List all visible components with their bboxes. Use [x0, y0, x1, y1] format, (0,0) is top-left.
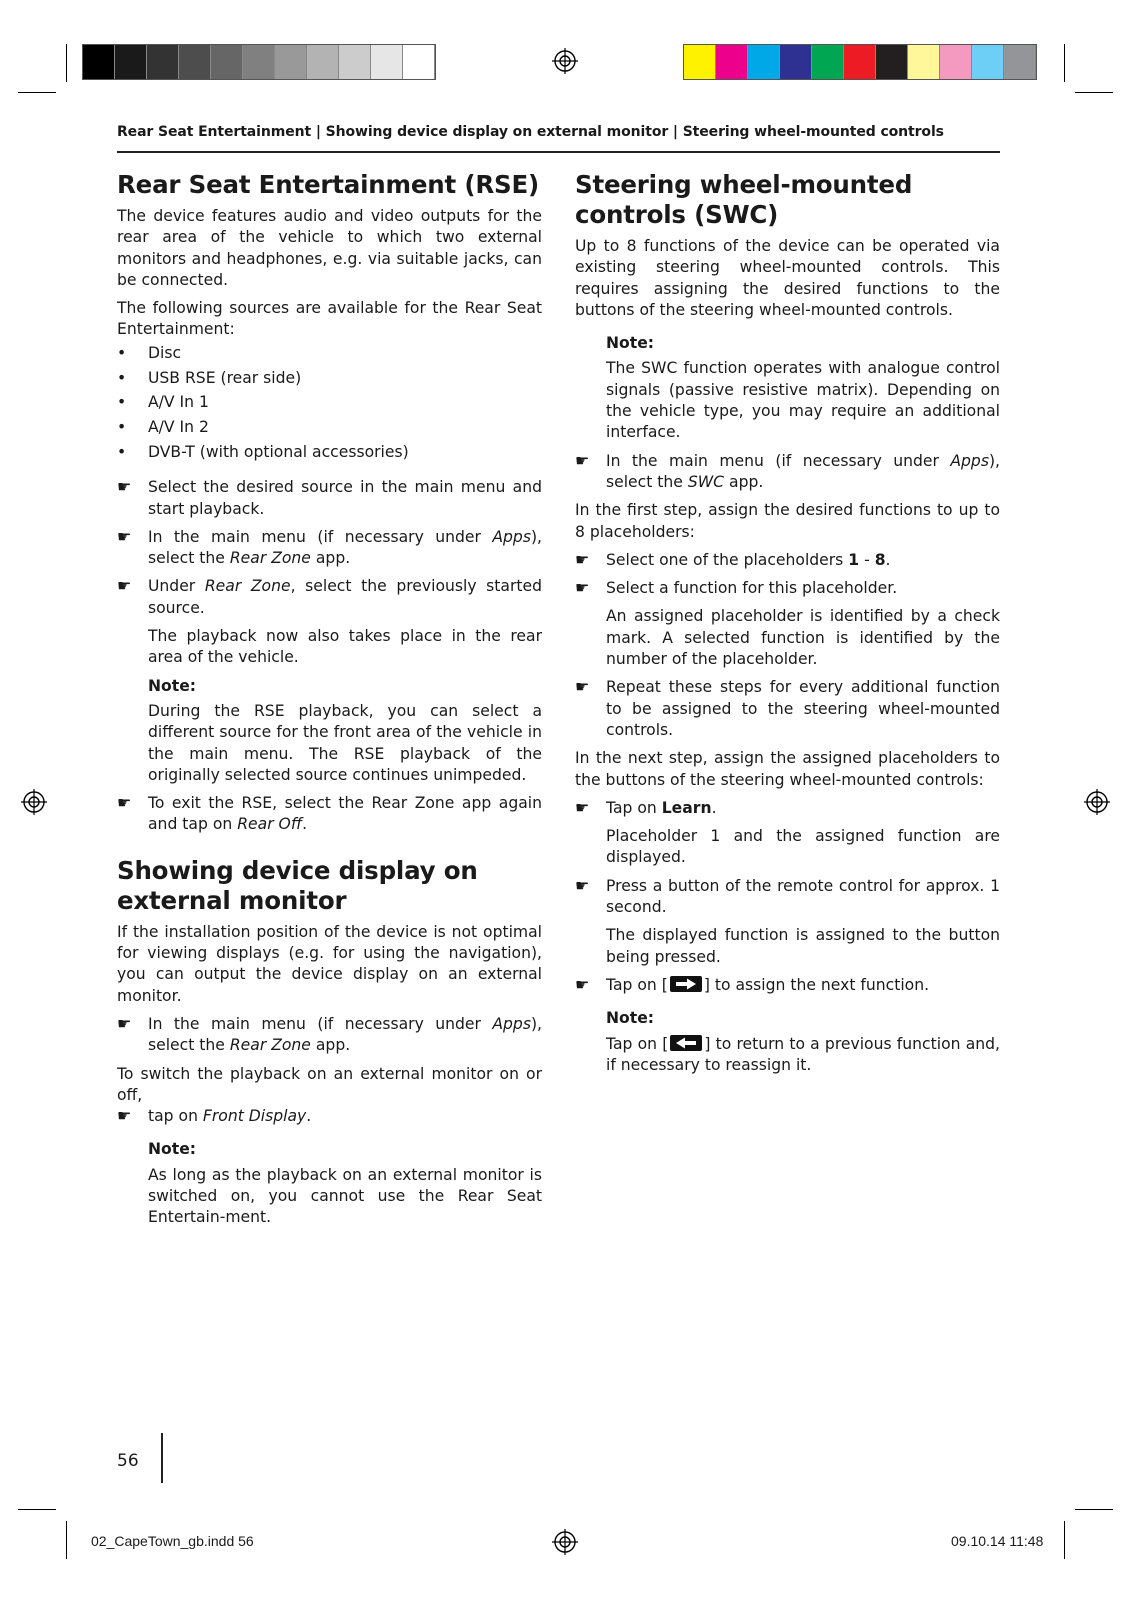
calibration-swatch — [716, 45, 748, 79]
calibration-swatch — [940, 45, 972, 79]
pointing-hand-icon: ☛ — [575, 797, 590, 817]
note-label: Note: — [606, 334, 655, 353]
instruction-step: ☛ tap on Front Display. — [117, 1106, 312, 1126]
section-heading-swc: Steering wheel-mounted controls (SWC) — [575, 170, 913, 229]
section-heading-rse: Rear Seat Entertainment (RSE) — [117, 170, 540, 199]
pointing-hand-icon: ☛ — [117, 526, 132, 546]
pointing-hand-icon: ☛ — [575, 450, 590, 470]
section-heading-display: Showing device display on external monitor — [117, 855, 478, 915]
pointing-hand-icon: ☛ — [117, 576, 132, 596]
pointing-hand-icon: ☛ — [117, 1106, 132, 1126]
calibration-swatch — [876, 45, 908, 79]
calibration-swatch — [147, 45, 179, 79]
calibration-swatch — [972, 45, 1004, 79]
file-name: 02_CapeTown_gb.indd 56 — [91, 1533, 254, 1549]
pointing-hand-icon: ☛ — [117, 477, 132, 497]
instruction-step: ☛ Press a button of the remote control for approx. 1 second. — [575, 875, 1000, 917]
calibration-swatch — [275, 45, 307, 79]
calibration-swatch — [908, 45, 940, 79]
note-text: As long as the playback on an external monitor is switched on, you cannot use the Rear Seat Entertain-ment. — [148, 1165, 542, 1227]
calibration-swatch — [211, 45, 243, 79]
pointing-hand-icon: ☛ — [117, 793, 132, 813]
arrow-left-icon — [670, 1035, 702, 1051]
swc-first-step-intro: In the first step, assign the desired functions to up to 8 placeholders: — [575, 501, 1000, 541]
display-toggle-intro: To switch the playback on an external monitor on or off, — [117, 1064, 542, 1104]
registration-mark-icon — [552, 1529, 578, 1555]
color-calibration-bar — [683, 44, 1037, 80]
pointing-hand-icon: ☛ — [575, 677, 590, 697]
calibration-swatch — [684, 45, 716, 79]
pointing-hand-icon: ☛ — [117, 1013, 132, 1033]
grayscale-calibration-bar — [82, 44, 436, 80]
instruction-step: ☛ Select one of the placeholders 1 - 8. — [575, 549, 891, 569]
rse-source-list — [117, 343, 542, 463]
step-result: An assigned placeholder is identified by a check mark. A selected function is identified by the number of the placeholder. — [606, 607, 1000, 669]
instruction-step: ☛ Select a function for this placeholder. — [575, 578, 898, 598]
calibration-swatch — [179, 45, 211, 79]
calibration-swatch — [339, 45, 371, 79]
instruction-step: ☛ Tap on [ ] to assign the next function. — [575, 974, 930, 994]
note-text: During the RSE playback, you can select a different source for the front area of the vehicle in the main menu. The RSE playback of the originally selected source continues unimpeded. — [148, 701, 542, 784]
crop-mark — [18, 92, 56, 93]
calibration-swatch — [844, 45, 876, 79]
crop-mark — [66, 44, 67, 82]
list-item: • USB RSE (rear side) — [117, 368, 542, 389]
calibration-swatch — [403, 45, 435, 79]
calibration-swatch — [812, 45, 844, 79]
list-item: • Disc — [117, 343, 542, 364]
list-item: • A/V In 1 — [117, 392, 542, 413]
swc-intro: Up to 8 functions of the device can be operated via existing steering wheel-mounted controls. This requires assigning the desired functions to the buttons of the steering wheel-mounted controls. — [575, 237, 1000, 319]
note-label: Note: — [606, 1009, 655, 1028]
calibration-swatch — [1004, 45, 1036, 79]
registration-mark-icon — [21, 789, 47, 815]
list-item: • A/V In 2 — [117, 417, 542, 438]
right-column — [575, 170, 1000, 1083]
calibration-swatch — [307, 45, 339, 79]
header-divider — [117, 151, 1000, 153]
instruction-step: ☛ Repeat these steps for every additional function to be assigned to the steering wheel-mounted controls. — [575, 677, 1000, 739]
arrow-right-icon — [670, 976, 702, 992]
pointing-hand-icon: ☛ — [575, 549, 590, 569]
instruction-step: ☛ In the main menu (if necessary under Apps), select the Rear Zone app. — [117, 1013, 542, 1055]
swc-next-step-intro: In the next step, assign the assigned placeholders to the buttons of the steering wheel-mounted controls: — [575, 749, 1000, 789]
step-result: The displayed function is assigned to the button being pressed. — [606, 926, 1000, 966]
crop-mark — [1075, 1509, 1113, 1510]
crop-mark — [1064, 44, 1065, 82]
registration-mark-icon — [552, 48, 578, 74]
rse-intro: The device features audio and video outputs for the rear area of the vehicle to which two external monitors and headphones, e.g. via suitable jacks, can be connected. — [117, 207, 542, 289]
crop-mark — [1064, 1521, 1065, 1559]
note-label: Note: — [148, 676, 197, 695]
running-header: Rear Seat Entertainment | Showing device display on external monitor | Steering wheel-mounted controls — [117, 124, 944, 140]
crop-mark — [18, 1509, 56, 1510]
pointing-hand-icon: ☛ — [575, 875, 590, 895]
calibration-swatch — [780, 45, 812, 79]
crop-mark — [1075, 92, 1113, 93]
instruction-step: ☛ Select the desired source in the main menu and start playback. — [117, 477, 542, 518]
step-result: The playback now also takes place in the rear area of the vehicle. — [148, 627, 542, 667]
display-intro: If the installation position of the device is not optimal for viewing displays (e.g. for using the navigation), you can output the device display on an external monitor. — [117, 922, 542, 1005]
rse-sources-intro: The following sources are available for the Rear Seat Entertainment: — [117, 299, 542, 339]
list-item: • DVB-T (with optional accessories) — [117, 442, 542, 463]
calibration-swatch — [83, 45, 115, 79]
registration-mark-icon — [1084, 789, 1110, 815]
pointing-hand-icon: ☛ — [575, 578, 590, 598]
print-timestamp: 09.10.14 11:48 — [951, 1533, 1044, 1549]
calibration-swatch — [748, 45, 780, 79]
crop-mark — [66, 1521, 67, 1559]
note-text: The SWC function operates with analogue control signals (passive resistive matrix). Depending on the vehicle type, you may require an additional interface. — [606, 359, 1000, 442]
instruction-step: ☛ To exit the RSE, select the Rear Zone app again and tap on Rear Off. — [117, 793, 542, 834]
instruction-step: ☛ In the main menu (if necessary under Apps), select the Rear Zone app. — [117, 526, 542, 568]
instruction-step: ☛ Under Rear Zone, select the previously started source. — [117, 576, 542, 617]
pointing-hand-icon: ☛ — [575, 974, 590, 994]
instruction-step: ☛ In the main menu (if necessary under Apps), select the SWC app. — [575, 450, 1000, 491]
instruction-step: ☛ Tap on Learn. — [575, 797, 717, 817]
page-number: 56 — [117, 1451, 139, 1471]
note-label: Note: — [148, 1140, 197, 1159]
step-result: Placeholder 1 and the assigned function are displayed. — [606, 827, 1000, 867]
note-text: Tap on [ ] to return to a previous function and, if necessary to reassign it. — [606, 1034, 1000, 1074]
calibration-swatch — [115, 45, 147, 79]
calibration-swatch — [371, 45, 403, 79]
page-number-divider — [161, 1433, 163, 1483]
left-column — [117, 170, 542, 1236]
calibration-swatch — [243, 45, 275, 79]
